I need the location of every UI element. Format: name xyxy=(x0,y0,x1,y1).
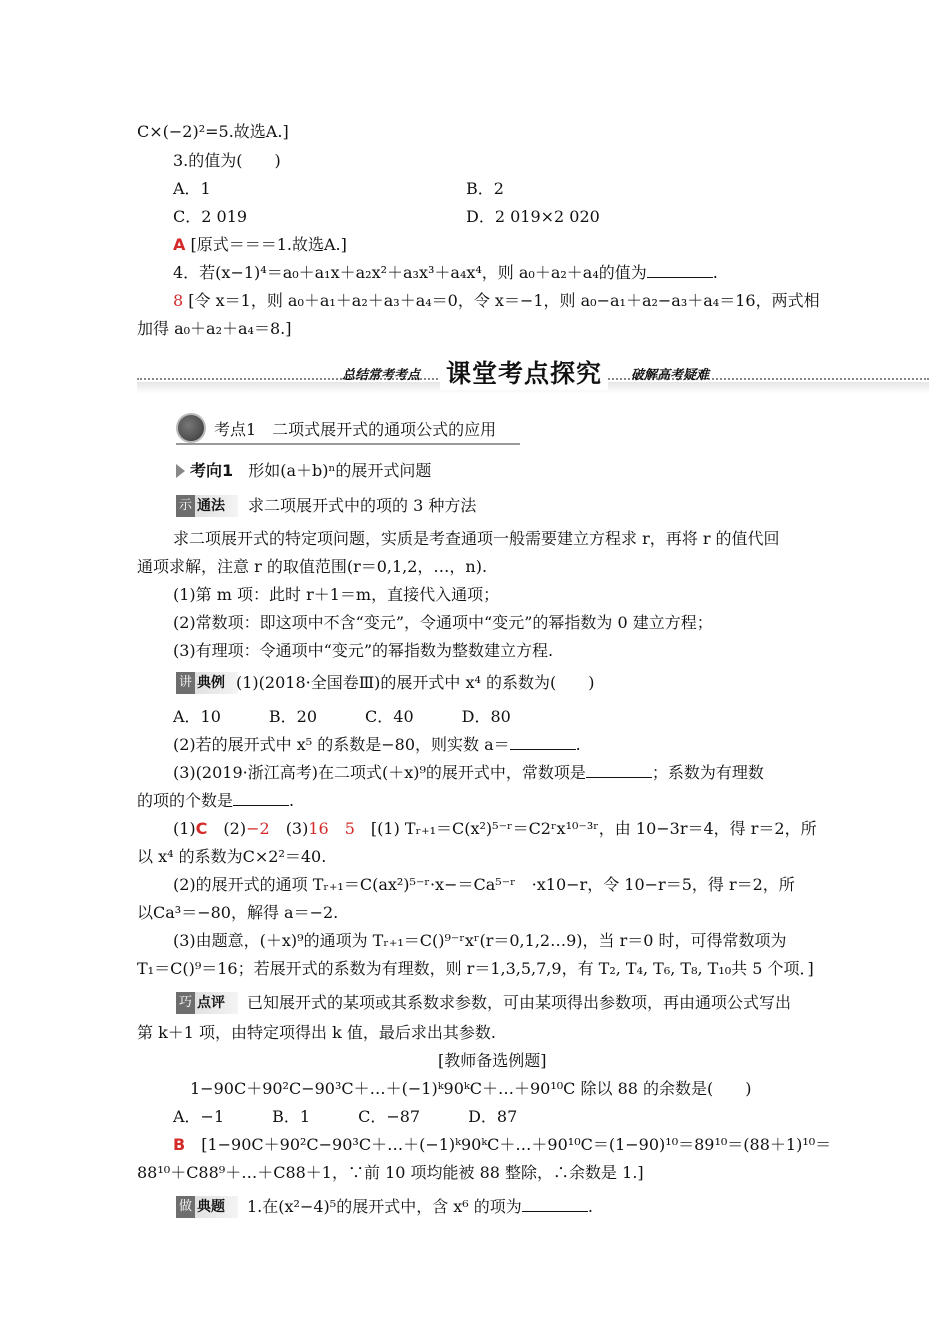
practice-question xyxy=(247,1196,593,1218)
question-text: 4．若(x−1)⁴＝a₀＋a₁x＋a₂x²＋a₃x³＋a₄x⁴，则 a₀＋a₂＋a₄的值为 xyxy=(173,263,647,282)
paragraph: 求二项展开式的特定项问题，实质是考查通项一般需要建立方程求 r，再将 r 的值代回 xyxy=(173,529,780,548)
tag-icon: 巧 xyxy=(176,992,195,1014)
options: A．10 B．20 C．40 D．80 xyxy=(173,707,511,726)
question-end: . xyxy=(712,263,718,282)
comment-text: 已知展开式的某项或其系数求参数，可由某项得出参数项，再由通项公式写出 xyxy=(247,993,792,1012)
section-title: 考点1 二项式展开式的通项公式的应用 xyxy=(214,420,497,439)
paragraph: 通项求解，注意 r 的取值范围(r＝0,1,2，…，n). xyxy=(137,557,488,576)
subsection-label: 考向1 xyxy=(190,461,234,480)
question-3: 3.的值为( ) xyxy=(173,151,281,170)
tag-label: 通法 xyxy=(197,498,225,514)
option-b: B．2 xyxy=(466,179,504,198)
answer-index: (1) xyxy=(173,819,196,838)
example-question xyxy=(173,734,581,756)
option-a: A．1 xyxy=(173,179,211,198)
tag-label: 点评 xyxy=(197,995,225,1011)
question-text: 1.在(x²−4)⁵的展开式中，含 x⁶ 的项为 xyxy=(247,1197,522,1216)
option-d: D．2 019×2 020 xyxy=(466,207,600,226)
subsection-text: 形如(a＋b)ⁿ的展开式问题 xyxy=(248,461,432,480)
solution-text: [1−90C＋90²C−90³C＋…＋(−1)ᵏ90ᵏC＋…＋90¹⁰C＝(1−90)¹⁰＝89¹⁰＝(88＋1)¹⁰＝ xyxy=(185,1135,832,1154)
answer-value: C xyxy=(195,819,208,838)
example-question xyxy=(137,790,294,812)
solution-text: 以Ca³＝−80，解得 a＝−2. xyxy=(137,903,339,922)
circle-icon xyxy=(176,413,206,443)
answer-value: 16 5 xyxy=(308,819,355,838)
question-end: . xyxy=(575,735,581,754)
answer-value: 8 xyxy=(173,291,184,310)
solution-text: 以 x⁴ 的系数为C×2²＝40. xyxy=(137,847,327,866)
answer-index: (2) xyxy=(207,819,247,838)
solution-text: [原式＝＝＝1.故选A.] xyxy=(190,235,347,254)
banner-title: 课堂考点探究 xyxy=(440,354,608,390)
list-item: (3)有理项：令通项中“变元”的幂指数为整数建立方程. xyxy=(173,641,554,660)
question-end: . xyxy=(289,791,295,810)
options: A．−1 B．1 C．−87 D．87 xyxy=(173,1107,518,1126)
question-text: ；系数为有理数 xyxy=(651,763,764,782)
tag-label: 典题 xyxy=(197,1199,225,1215)
answer-index: (3) xyxy=(269,819,309,838)
solution-text: 88¹⁰＋C88⁹＋…＋C88＋1，∵前 10 项均能被 88 整除，∴余数是 1.] xyxy=(137,1163,644,1182)
banner-left-text: 总结常考考点 xyxy=(342,368,421,383)
text-line: C×(−2)²=5.故选A.] xyxy=(137,122,289,141)
solution-text: T₁＝C()⁹＝16；若展开式的系数为有理数，则 r＝1,3,5,7,9，有 T₂, T₄, T₆, T₈, T₁₀共 5 个项．] xyxy=(137,959,814,978)
option-c: C．2 019 xyxy=(173,207,248,226)
section-title: [教师备选例题] xyxy=(438,1051,547,1070)
answer-blank xyxy=(510,735,576,750)
triangle-icon xyxy=(176,464,185,478)
example-question xyxy=(173,762,764,784)
tag-icon: 讲 xyxy=(176,672,195,694)
tag-icon: 示 xyxy=(176,495,195,517)
list-item: (1)第 m 项：此时 r＋1＝m，直接代入通项； xyxy=(173,585,500,604)
answer-line xyxy=(173,818,817,840)
answer-line xyxy=(173,234,347,256)
question-4 xyxy=(173,262,718,284)
answer-blank xyxy=(586,763,652,778)
method-title: 求二项展开式中的项的 3 种方法 xyxy=(248,496,477,515)
question-end: . xyxy=(587,1197,593,1216)
answer-letter: A xyxy=(173,235,186,254)
section-banner xyxy=(137,354,929,394)
divider xyxy=(176,443,520,445)
example-question: 1−90C＋90²C−90³C＋…＋(−1)ᵏ90ᵏC＋…＋90¹⁰C 除以 88 的余数是( ) xyxy=(190,1079,752,1098)
answer-blank xyxy=(647,263,713,278)
tag-icon: 做 xyxy=(176,1196,195,1218)
subsection-title xyxy=(190,460,431,482)
list-item: (2)常数项：即这项中不含“变元”，令通项中“变元”的幂指数为 0 建立方程； xyxy=(173,613,713,632)
answer-value: −2 xyxy=(246,819,270,838)
solution-text: [令 x＝1，则 a₀＋a₁＋a₂＋a₃＋a₄＝0，令 x＝−1，则 a₀−a₁＋a₂−a₃＋a₄＝16，两式相 xyxy=(188,291,820,310)
tag-label: 典例 xyxy=(197,675,225,691)
solution-text: (2)的展开式的通项 Tᵣ₊₁＝C(ax²)⁵⁻ʳ·x−＝Ca⁵⁻ʳ ·x10−r，令 10−r＝5，得 r＝2，所 xyxy=(173,875,795,894)
question-text: (2)若的展开式中 x⁵ 的系数是−80，则实数 a＝ xyxy=(173,735,510,754)
question-text: 的项的个数是 xyxy=(137,791,234,810)
answer-letter: B xyxy=(173,1135,186,1154)
answer-blank xyxy=(233,791,289,806)
answer-line xyxy=(173,290,820,312)
solution-text: (3)由题意，(＋x)⁹的通项为 Tᵣ₊₁＝C()⁹⁻ʳxʳ(r＝0,1,2…9)，当 r＝0 时，可得常数项为 xyxy=(173,931,787,950)
comment-text: 第 k＋1 项，由特定项得出 k 值，最后求出其参数. xyxy=(137,1023,497,1042)
example-question: (1)(2018·全国卷Ⅲ)的展开式中 x⁴ 的系数为( ) xyxy=(236,673,595,692)
answer-line xyxy=(173,1134,831,1156)
question-text: (3)(2019·浙江高考)在二项式(＋x)⁹的展开式中，常数项是 xyxy=(173,763,586,782)
answer-blank xyxy=(522,1197,588,1212)
banner-right-text: 破解高考疑难 xyxy=(631,368,710,383)
solution-text: [(1) Tᵣ₊₁＝C(x²)⁵⁻ʳ＝C2ʳx¹⁰⁻³ʳ，由 10−3r＝4，得 r＝2，所 xyxy=(354,819,817,838)
solution-text: 加得 a₀＋a₂＋a₄＝8.] xyxy=(137,319,292,338)
